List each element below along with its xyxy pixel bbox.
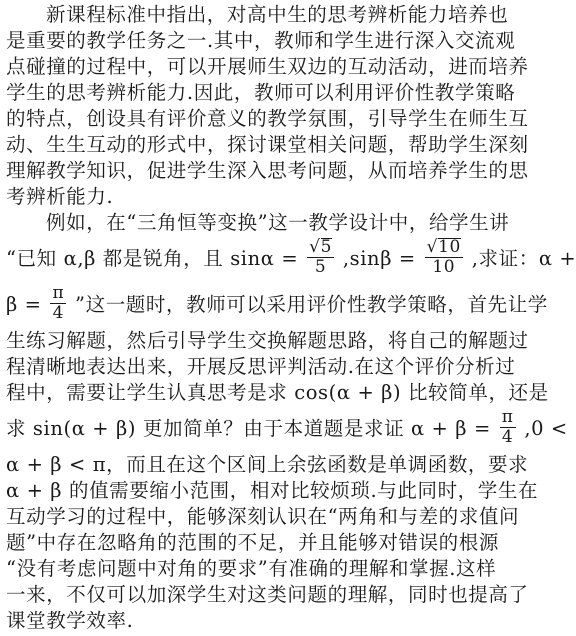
- fraction-denominator: 4: [501, 427, 514, 447]
- text-segment: “已知 α,β 都是锐角，且 sinα =: [6, 247, 299, 270]
- text-line: 是重要的教学任务之一.其中，教师和学生进行深入交流观: [6, 29, 516, 52]
- fraction-pi-over-4: [50, 284, 66, 323]
- paragraph-2: [6, 210, 576, 634]
- text-line: 动、生生互动的形式中，探讨课堂相关问题，帮助学生深刻: [6, 133, 529, 156]
- text-segment: ,求证：α +: [471, 247, 576, 270]
- fraction-numerator: [425, 238, 463, 258]
- text-line: 例如，在“三角恒等变换”这一教学设计中，给学生讲: [46, 211, 510, 234]
- text-line: 互动学习的过程中，能够深刻认识在“两角和与差的求值问: [6, 505, 520, 528]
- document-page: [6, 2, 576, 634]
- text-line: 考辨析能力.: [6, 185, 114, 208]
- radicand: 5: [320, 237, 332, 257]
- text-line: 的特点，创设具有评价意义的教学氛围，引导学生在师生互: [6, 107, 529, 130]
- text-line: 课堂教学效率.: [6, 609, 134, 632]
- fraction-numerator: π: [52, 283, 65, 303]
- radical-icon: √: [426, 237, 439, 257]
- text-line: 程清晰地表达出来，开展反思评判活动.在这个评价分析过: [6, 355, 516, 378]
- text-segment: 求 sin(α + β) 更加简单？由于本道题是求证 α + β =: [6, 417, 491, 440]
- fraction-sqrt10-over-10: [425, 238, 463, 277]
- text-line: 理解教学知识，促进学生深入思考问题，从而培养学生的思: [6, 159, 529, 182]
- math-line: [6, 406, 568, 452]
- text-line: 题”中存在忽略角的范围的不足，并且能够对错误的根源: [6, 531, 499, 554]
- text-line: α + β 的值需要缩小范围，相对比较烦琐.与此同时，学生在: [6, 479, 539, 502]
- math-line: [6, 282, 548, 328]
- text-segment: ,0 <: [524, 417, 568, 440]
- text-line: 学生的思考辨析能力.因此，教师可以利用评价性教学策略: [6, 81, 516, 104]
- math-line: [6, 236, 576, 282]
- fraction-denominator: 4: [52, 303, 65, 323]
- fraction-denominator: 10: [432, 257, 456, 277]
- text-line: 一来，不仅可以加深学生对这类问题的理解，同时也提高了: [6, 583, 529, 606]
- text-line: 程中，需要让学生认真思考是求 cos(α + β) 比较简单，还是: [6, 381, 549, 404]
- fraction-numerator: [307, 238, 334, 258]
- text-segment: ,sinβ =: [342, 247, 416, 270]
- paragraph-1: [6, 2, 529, 210]
- text-segment: β =: [6, 293, 42, 316]
- fraction-sqrt5-over-5: [307, 238, 334, 277]
- text-line: 新课程标准中指出，对高中生的思考辨析能力培养也: [46, 3, 509, 26]
- fraction-pi-over-4: [500, 408, 516, 447]
- text-line: “没有考虑问题中对角的要求”有准确的理解和掌握.这样: [6, 557, 497, 580]
- radical-icon: √: [309, 237, 321, 257]
- text-line: 点碰撞的过程中，可以开展师生双边的互动活动，进而培养: [6, 55, 529, 78]
- fraction-denominator: 5: [314, 257, 327, 277]
- text-line: α + β < π，而且在这个区间上余弦函数是单调函数，要求: [6, 453, 529, 476]
- fraction-numerator: π: [501, 407, 514, 427]
- text-line: 生练习解题，然后引导学生交换解题思路，将自己的解题过: [6, 329, 529, 352]
- text-segment: ”这一题时，教师可以采用评价性教学策略，首先让学: [75, 293, 548, 316]
- radicand: 10: [438, 237, 461, 257]
